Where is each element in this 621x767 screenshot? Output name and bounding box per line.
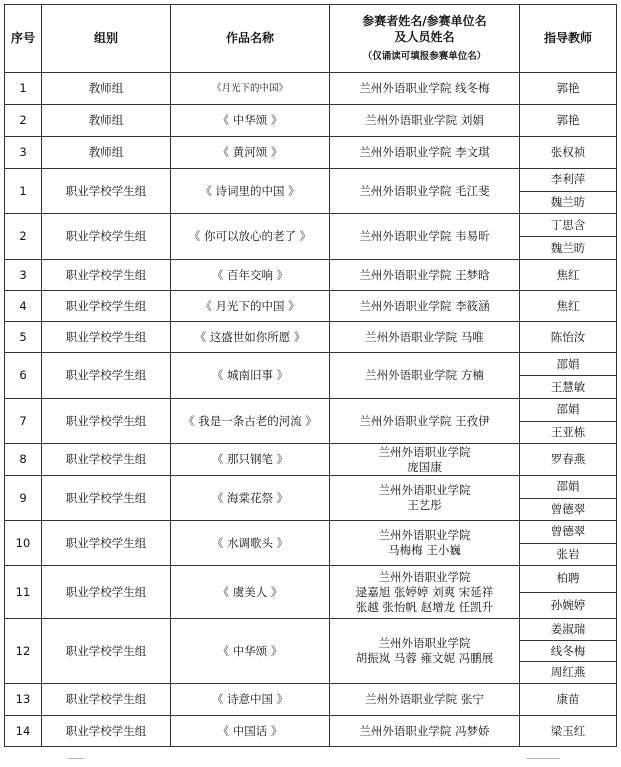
entrant-line: 庞国康 [407,459,442,474]
row-group: 职业学校学生组 [42,619,171,684]
row-title: 《 中华颂 》 [171,105,330,137]
row-title: 《 海棠花祭 》 [171,476,330,521]
table-row [5,619,617,684]
table-row [5,684,617,716]
row-group: 职业学校学生组 [42,444,171,476]
row-group: 职业学校学生组 [42,260,171,291]
header-entrant-line1: 参赛者姓名/参赛单位名 [362,14,487,28]
table-row [5,260,617,291]
row-title: 《月光下的中国》 [171,73,330,105]
row-title: 《 那只钢笔 》 [171,444,330,476]
row-entrant [330,260,520,291]
row-no: 14 [5,716,42,747]
row-entrant [330,716,520,747]
row-title: 《 城南旧事 》 [171,353,330,399]
row-title: 《 诗词里的中国 》 [171,169,330,214]
row-entrant [330,73,520,105]
row-no: 9 [5,476,42,521]
row-group: 职业学校学生组 [42,684,171,716]
row-entrant [330,105,520,137]
entrant-line: 兰州外语职业学院 [378,483,471,497]
header-no: 序号 [5,5,42,73]
entrant-line: 张越 张怡帆 赵增龙 任凯升 [355,599,494,614]
row-no: 2 [5,214,42,260]
row-no: 5 [5,322,42,353]
row-title: 《 我是一条古老的河流 》 [171,399,330,444]
entrant-line: 兰州外语职业学院 线冬梅 [359,81,490,95]
header-entrant [330,5,520,73]
header-row [5,5,617,73]
table-row [5,353,617,399]
teacher-name: 王慧敏 [520,375,616,398]
row-no: 10 [5,521,42,566]
teacher-name: 周红燕 [520,661,616,683]
teacher-name: 陈怡汝 [520,322,617,353]
row-title: 《 百年交响 》 [171,260,330,291]
teacher-name: 康苗 [520,684,617,716]
row-no: 12 [5,619,42,684]
row-group: 教师组 [42,105,171,137]
row-group: 教师组 [42,137,171,169]
row-no: 1 [5,169,42,214]
row-entrant [330,169,520,214]
row-no: 11 [5,566,42,619]
awards-table [4,4,617,747]
row-entrant [330,399,520,444]
row-no: 1 [5,73,42,105]
teacher-name: 罗春燕 [520,444,617,476]
entrant-line: 逯嘉旭 张婷婷 刘爽 宋延祥 [355,584,494,599]
teacher-name: 曾德翠 [550,524,586,539]
header-group: 组别 [42,5,171,73]
teacher-name: 张权祯 [520,137,617,169]
teacher-name: 孙婉婷 [520,592,616,619]
row-group: 职业学校学生组 [42,566,171,619]
table-row [5,566,617,619]
entrant-line: 兰州外语职业学院 李文琪 [359,145,490,159]
table-row [5,399,617,444]
table-row [5,521,617,566]
row-group: 职业学校学生组 [42,399,171,444]
row-teachers [520,566,617,619]
entrant-line: 兰州外语职业学院 刘娟 [365,113,484,127]
entrant-line: 马梅梅 王小巍 [388,543,461,557]
table-row [5,716,617,747]
row-entrant [330,476,520,521]
row-group: 职业学校学生组 [42,214,171,260]
teacher-name: 线冬梅 [520,640,616,662]
row-teachers [520,476,617,521]
row-group: 职业学校学生组 [42,291,171,322]
table-row [5,322,617,353]
table-row [5,291,617,322]
row-no: 8 [5,444,42,476]
teacher-name: 邵娟 [556,356,580,371]
entrant-line: 兰州外语职业学院 毛江斐 [359,183,490,198]
teacher-name: 姜淑瑞 [550,621,586,636]
table-row [5,444,617,476]
row-entrant [330,684,520,716]
row-entrant [330,566,520,619]
entrant-line: 兰州外语职业学院 王孜伊 [359,413,490,428]
table-row [5,105,617,137]
row-entrant [330,291,520,322]
teacher-name: 李利萍 [550,172,586,187]
table-body [5,73,617,747]
teacher-name: 邵娟 [556,402,580,417]
teacher-name: 郭艳 [520,73,617,105]
entrant-line: 兰州外语职业学院 [378,636,471,650]
entrant-line: 王艺彤 [407,498,442,512]
row-group: 职业学校学生组 [42,521,171,566]
entrant-line: 兰州外语职业学院 张宁 [365,692,484,706]
teacher-name: 郭艳 [520,105,617,137]
row-no: 2 [5,105,42,137]
row-no: 3 [5,260,42,291]
entrant-line: 兰州外语职业学院 [378,569,471,584]
header-teacher: 指导教师 [520,5,617,73]
row-teachers [520,214,617,260]
row-title: 《 黄河颂 》 [171,137,330,169]
row-no: 13 [5,684,42,716]
row-no: 7 [5,399,42,444]
row-group: 职业学校学生组 [42,353,171,399]
row-entrant [330,521,520,566]
row-title: 《 诗意中国 》 [171,684,330,716]
row-no: 4 [5,291,42,322]
teacher-name: 丁思含 [550,217,586,232]
row-entrant [330,619,520,684]
row-title: 《 你可以放心的老了 》 [171,214,330,260]
row-teachers [520,619,617,684]
row-entrant [330,322,520,353]
entrant-line: 兰州外语职业学院 马唯 [365,329,484,344]
teacher-name: 邵娟 [556,479,580,494]
row-group: 教师组 [42,73,171,105]
table-row [5,169,617,214]
entrant-line: 兰州外语职业学院 王梦晗 [359,267,490,282]
row-title: 《 虞美人 》 [171,566,330,619]
entrant-line: 兰州外语职业学院 韦易昕 [359,229,490,243]
row-title: 《 中华颂 》 [171,619,330,684]
row-no: 6 [5,353,42,399]
row-teachers [520,353,617,399]
row-entrant [330,353,520,399]
header-entrant-note: （仅诵读可填报参赛单位名） [362,51,487,62]
entrant-line: 兰州外语职业学院 方楠 [365,368,484,382]
teacher-name: 魏兰昉 [520,191,616,214]
row-group: 职业学校学生组 [42,322,171,353]
row-entrant [330,137,520,169]
row-entrant [330,214,520,260]
row-no: 3 [5,137,42,169]
teacher-name: 魏兰昉 [520,236,616,259]
teacher-name: 焦红 [520,260,617,291]
row-teachers [520,399,617,444]
teacher-name: 梁玉红 [520,716,617,747]
teacher-name: 曾德翠 [520,498,616,521]
row-group: 职业学校学生组 [42,476,171,521]
header-entrant-line2: 及人员姓名 [394,30,455,44]
entrant-line: 兰州外语职业学院 [378,528,471,542]
row-entrant [330,444,520,476]
teacher-name: 焦红 [520,291,617,322]
entrant-line: 兰州外语职业学院 [378,444,471,459]
row-title: 《 中国话 》 [171,716,330,747]
row-title: 《 月光下的中国 》 [171,291,330,322]
header-title: 作品名称 [171,5,330,73]
entrant-line: 兰州外语职业学院 李筱涵 [359,298,490,313]
table-row [5,73,617,105]
table-row [5,214,617,260]
row-teachers [520,169,617,214]
row-group: 职业学校学生组 [42,716,171,747]
row-title: 《 这盛世如你所愿 》 [171,322,330,353]
row-title: 《 水调歌头 》 [171,521,330,566]
entrant-line: 兰州外语职业学院 冯梦娇 [359,723,490,738]
entrant-line: 胡振岚 马蓉 雍文妮 冯鹏展 [355,651,494,665]
table-row [5,476,617,521]
teacher-name: 王亚栋 [520,421,616,444]
table-row [5,137,617,169]
teacher-name: 张岩 [520,543,616,566]
teacher-name: 柏聘 [556,571,580,586]
row-teachers [520,521,617,566]
row-group: 职业学校学生组 [42,169,171,214]
